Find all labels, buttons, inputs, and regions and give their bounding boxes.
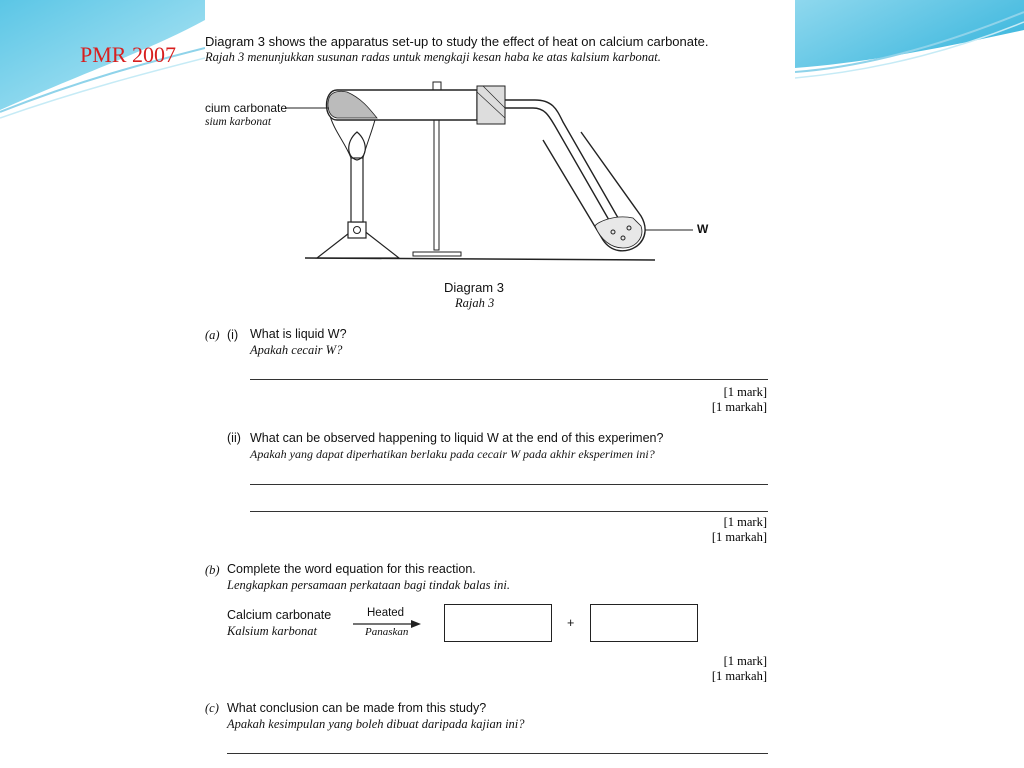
mark-b-ms: [1 markah] <box>711 669 767 683</box>
apparatus-diagram <box>205 70 725 270</box>
reactant-en: Calcium carbonate <box>227 608 332 622</box>
right-swoosh-graphic <box>795 0 1024 768</box>
liquid-w-label: W <box>697 222 709 236</box>
answer-line-a-ii-2[interactable] <box>250 511 768 512</box>
product-box-2[interactable] <box>590 604 698 642</box>
plus-sign: + <box>567 616 575 630</box>
mark-a-ii <box>712 515 767 545</box>
intro-text-en: Diagram 3 shows the apparatus set-up to study the effect of heat on calcium carbonate. <box>205 34 709 49</box>
mark-a-i <box>712 385 767 415</box>
mark-a-i-en: [1 mark] <box>723 385 767 399</box>
mark-b <box>712 654 767 684</box>
calcium-carbonate-label: cium carbonate <box>205 101 288 115</box>
right-decoration <box>795 0 1024 768</box>
part-a-label: (a) <box>205 328 220 342</box>
question-c-ms: Apakah kesimpulan yang boleh dibuat daripada kajian ini? <box>227 717 525 731</box>
mark-a-ii-ms: [1 markah] <box>711 530 767 544</box>
question-a-i-ms: Apakah cecair W? <box>250 343 343 357</box>
answer-line-a-ii-1[interactable] <box>250 484 768 485</box>
question-a-i-en: What is liquid W? <box>250 327 347 341</box>
question-b-en: Complete the word equation for this reaction. <box>227 562 476 576</box>
intro-text-ms: Rajah 3 menunjukkan susunan radas untuk mengkaji kesan haba ke atas kalsium karbonat. <box>205 50 661 64</box>
question-c-en: What conclusion can be made from this study? <box>227 701 487 715</box>
question-b-ms: Lengkapkan persamaan perkataan bagi tindak balas ini. <box>227 578 510 592</box>
exam-year-badge: PMR 2007 <box>80 42 176 67</box>
answer-line-c[interactable] <box>227 753 768 754</box>
answer-line-a-i[interactable] <box>250 379 768 380</box>
product-box-1[interactable] <box>444 604 552 642</box>
question-a-ii-en: What can be observed happening to liquid W at the end of this experimen? <box>250 431 664 445</box>
sub-ii-label: (ii) <box>227 431 241 445</box>
exam-page <box>205 0 795 768</box>
mark-b-en: [1 mark] <box>723 654 767 668</box>
arrow-label-en: Heated <box>367 607 405 619</box>
diagram-caption-en: Diagram 3 <box>444 280 504 295</box>
sub-i-label: (i) <box>227 328 239 342</box>
kalsium-karbonat-label: sium karbonat <box>205 116 272 128</box>
left-decoration <box>0 0 205 768</box>
arrow-label-ms: Panaskan <box>365 626 409 638</box>
diagram-caption-ms: Rajah 3 <box>455 296 495 310</box>
mark-a-ii-en: [1 mark] <box>723 515 767 529</box>
mark-a-i-ms: [1 markah] <box>711 400 767 414</box>
question-a-ii-ms: Apakah yang dapat diperhatikan berlaku pada cecair W pada akhir eksperimen ini? <box>250 447 655 461</box>
part-c-label: (c) <box>205 701 219 715</box>
part-b-label: (b) <box>205 563 220 577</box>
left-swoosh-graphic <box>0 0 205 768</box>
reactant-ms: Kalsium karbonat <box>227 624 317 638</box>
